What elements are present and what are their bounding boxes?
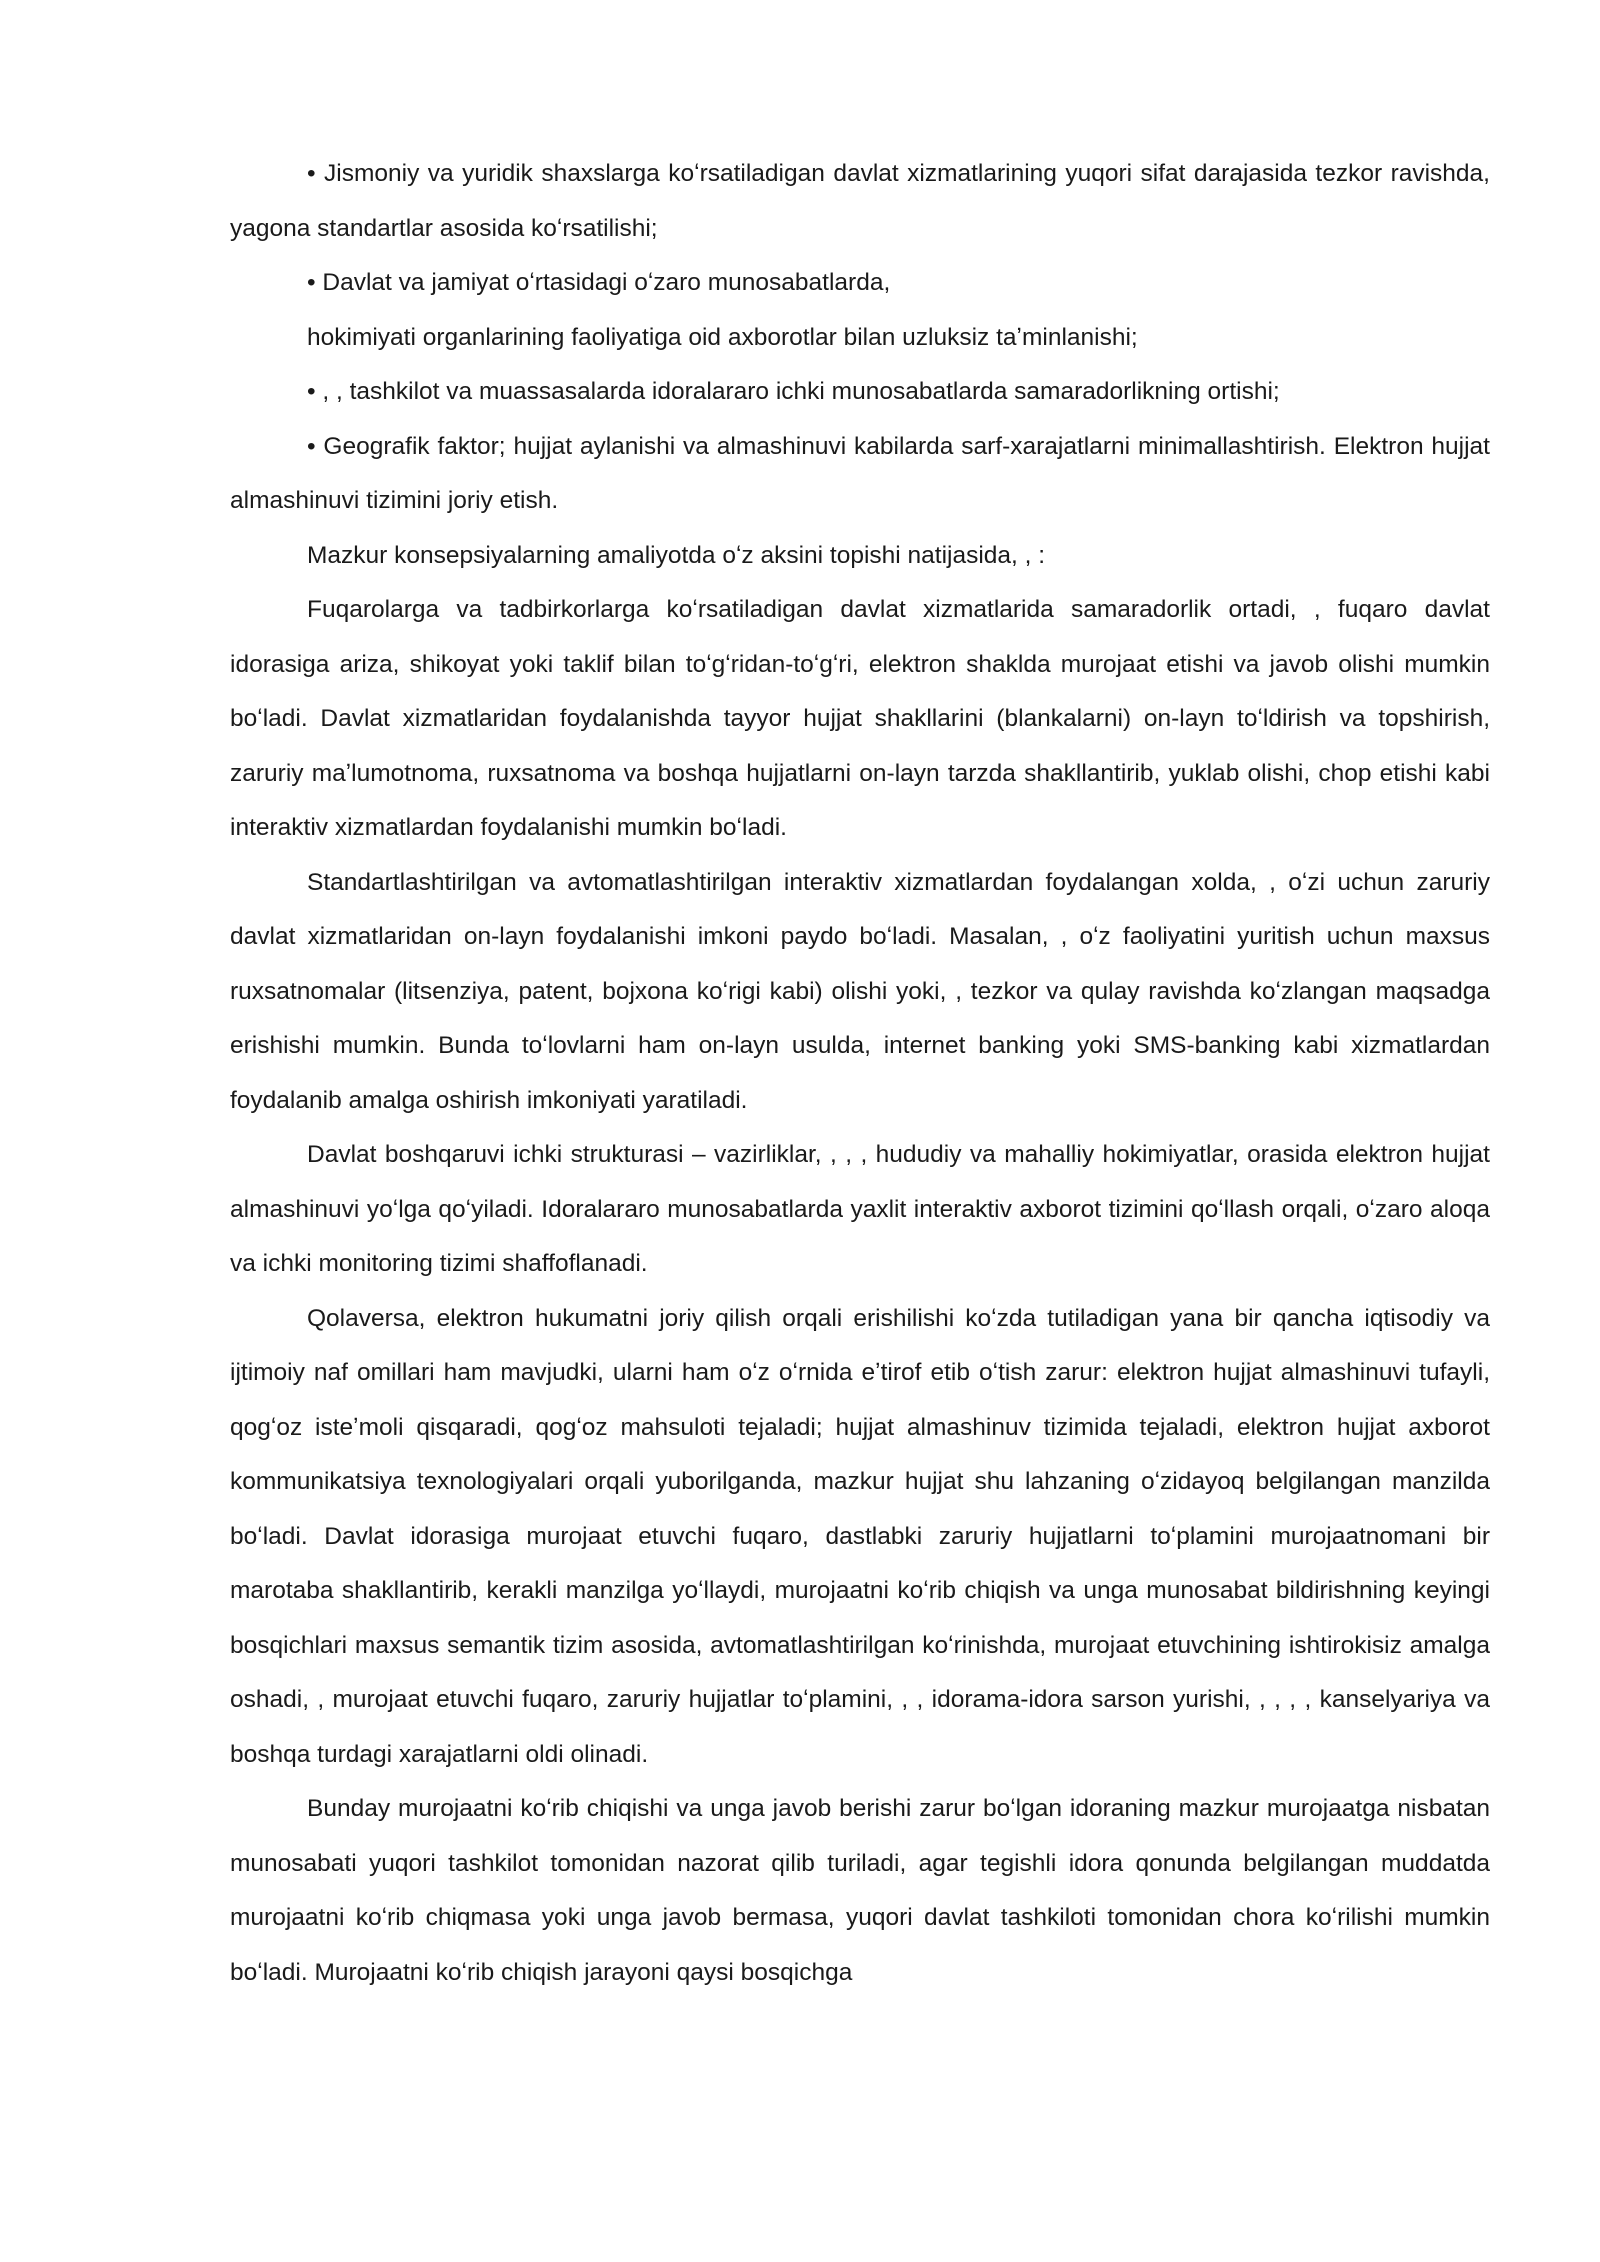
document-page <box>230 147 1490 2000</box>
bullet-paragraph-efficiency: • , , tashkilot va muassasalarda idoralararo ichki munosabatlarda samaradorlikning ortishi; <box>307 378 1280 405</box>
paragraph-continuation: hokimiyati organlarining faoliyatiga oid axborotlar bilan uzluksiz taʼminlanishi; <box>307 323 1138 351</box>
paragraph-citizens: Fuqarolarga va tadbirkorlarga koʻrsatiladigan davlat xizmatlarida samaradorlik ortadi, , fuqaro davlat idorasiga ariza, shikoyat yoki taklif bilan toʻgʻridan-toʻgʻri, elektron shaklda murojaat etishi va javob olishi mumkin boʻladi. Davlat xizmatlaridan foydalanishda tayyor hujjat shakllarini (blankalarni) on-layn toʻldirish va topshirish, zaruriy maʼlumotnoma, ruxsatnoma va boshqa hujjatlarni on-layn tarzda shakllantirib, yuklab olishi, chop etishi kabi interaktiv xizmatlardan foydalanishi mumkin boʻladi. <box>230 596 1490 841</box>
paragraph-internal-structure: Davlat boshqaruvi ichki strukturasi – vazirliklar, , , , hududiy va mahalliy hokimiyatlar, orasida elektron hujjat almashinuvi yoʻlga qoʻyiladi. Idoralararo munosabatlarda yaxlit interaktiv axborot tizimini qoʻllash orqali, oʻzaro aloqa va ichki monitoring tizimi shaffoflanadi. <box>230 1141 1490 1277</box>
bullet-paragraph-relations: • Davlat va jamiyat oʻrtasidagi oʻzaro munosabatlarda, <box>307 269 891 296</box>
paragraph-oversight: Bunday murojaatni koʻrib chiqishi va unga javob berishi zarur boʻlgan idoraning mazkur murojaatga nisbatan munosabati yuqori tashkilot tomonidan nazorat qilib turiladi, agar tegishli idora qonunda belgilangan muddatda murojaatni koʻrib chiqmasa yoki unga javob bermasa, yuqori davlat tashkiloti tomonidan chora koʻrilishi mumkin boʻladi. Murojaatni koʻrib chiqish jarayoni qaysi bosqichga <box>230 1795 1490 1986</box>
paragraph-standardized-services: Standartlashtirilgan va avtomatlashtirilgan interaktiv xizmatlardan foydalangan xolda, , oʻzi uchun zaruriy davlat xizmatlaridan on-layn foydalanishi imkoni paydo boʻladi. Masalan, , oʻz faoliyatini yuritish uchun maxsus ruxsatnomalar (litsenziya, patent, bojxona koʻrigi kabi) olishi yoki, , tezkor va qulay ravishda koʻzlangan maqsadga erishishi mumkin. Bunda toʻlovlarni ham on-layn usulda, internet banking yoki SMS-banking kabi xizmatlardan foydalanib amalga oshirish imkoniyati yaratiladi. <box>230 868 1490 1114</box>
bullet-paragraph-services: • Jismoniy va yuridik shaxslarga koʻrsatiladigan davlat xizmatlarining yuqori sifat darajasida tezkor ravishda, yagona standartlar asosida koʻrsatilishi; <box>230 160 1490 242</box>
bullet-paragraph-geography: • Geografik faktor; hujjat aylanishi va almashinuvi kabilarda sarf-xarajatlarni minimallashtirish. Elektron hujjat almashinuvi tizimini joriy etish. <box>230 432 1490 514</box>
paragraph-intro: Mazkur konsepsiyalarning amaliyotda oʻz aksini topishi natijasida, , : <box>307 541 1046 569</box>
paragraph-economic-benefits: Qolaversa, elektron hukumatni joriy qilish orqali erishilishi koʻzda tutiladigan yana bir qancha iqtisodiy va ijtimoiy naf omillari ham mavjudki, ularni ham oʻz oʻrnida eʼtirof etib oʻtish zarur: elektron hujjat almashinuvi tufayli, qogʻoz isteʼmoli qisqaradi, qogʻoz mahsuloti tejaladi; hujjat almashinuv tizimida tejaladi, elektron hujjat axborot kommunikatsiya texnologiyalari orqali yuborilganda, mazkur hujjat shu lahzaning oʻzidayoq belgilangan manzilda boʻladi. Davlat idorasiga murojaat etuvchi fuqaro, dastlabki zaruriy hujjatlarni toʻplamini murojaatnomani bir marotaba shakllantirib, kerakli manzilga yoʻllaydi, murojaatni koʻrib chiqish va unga munosabat bildirishning keyingi bosqichlari maxsus semantik tizim asosida, avtomatlashtirilgan koʻrinishda, murojaat etuvchining ishtirokisiz amalga oshadi, , murojaat etuvchi fuqaro, zaruriy hujjatlar toʻplamini, , , idorama-idora sarson yurishi, , , , , kanselyariya va boshqa turdagi xarajatlarni oldi olinadi. <box>230 1304 1490 1768</box>
